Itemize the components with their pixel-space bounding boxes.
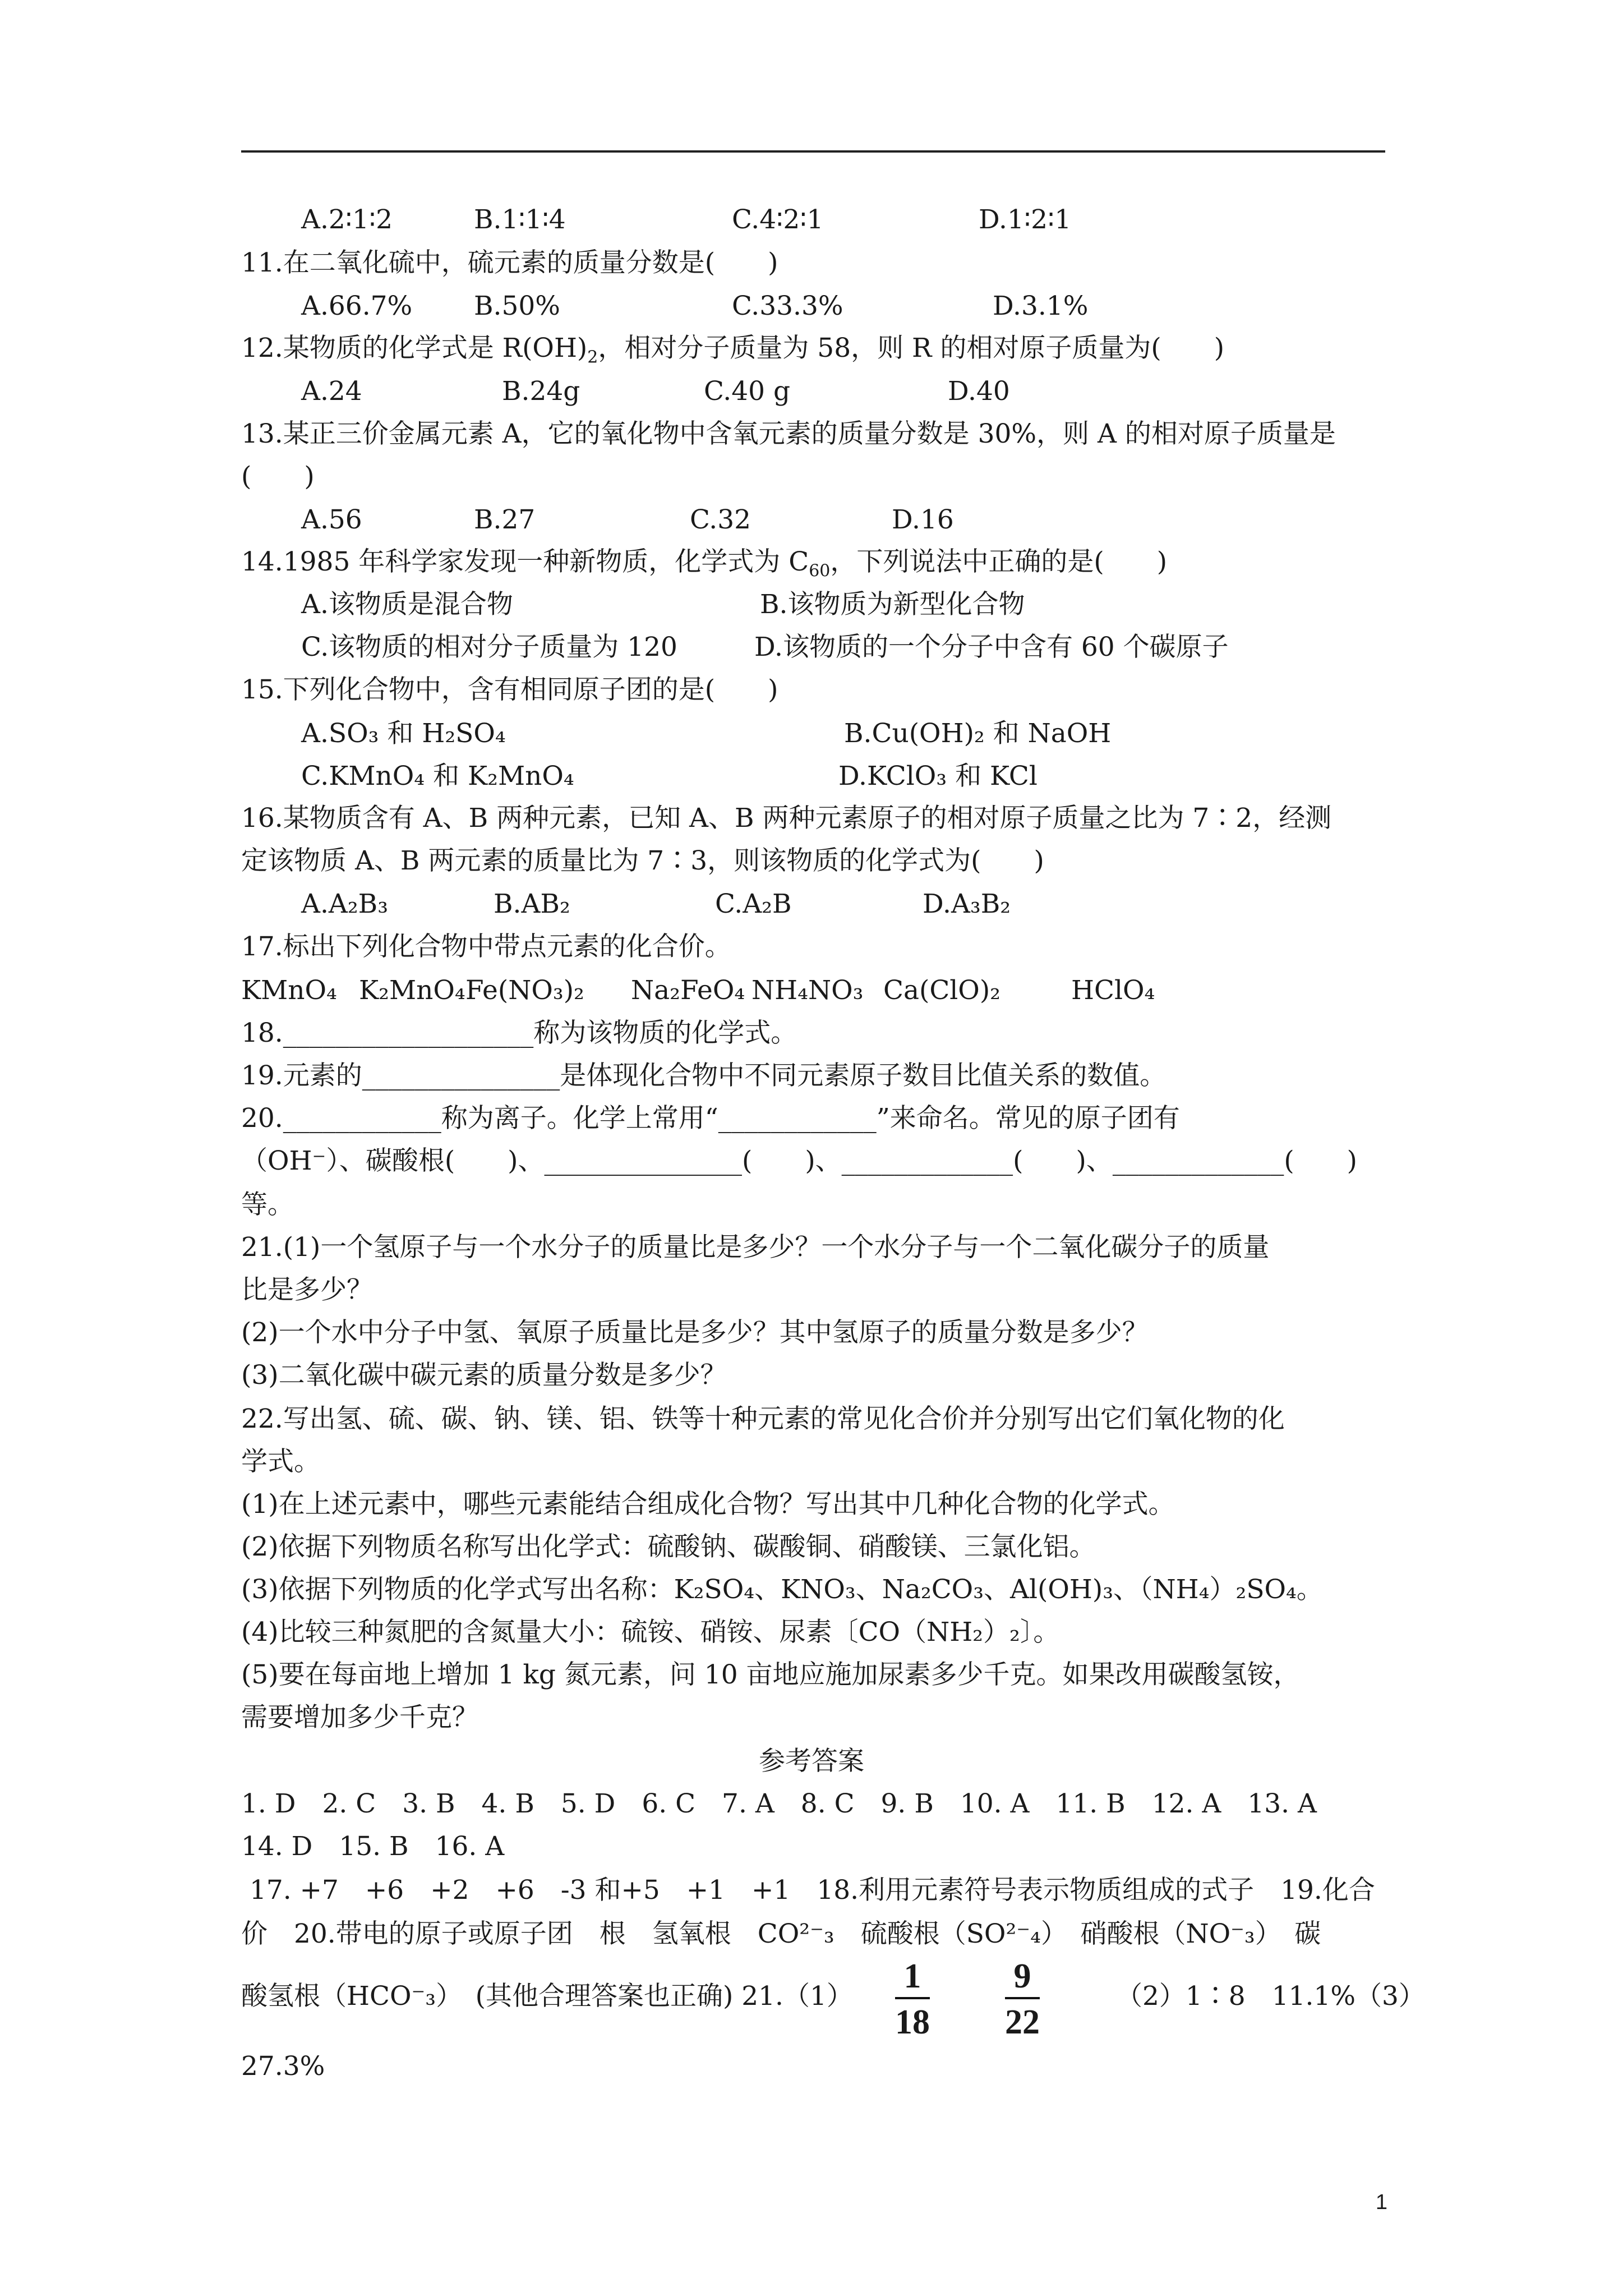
q11-option-b: B.50% bbox=[474, 291, 560, 321]
q15-option-b: B.Cu(OH)₂ 和 NaOH bbox=[844, 718, 1112, 749]
q22-line3: (1)在上述元素中，哪些元素能结合组成化合物？写出其中几种化合物的化学式。 bbox=[241, 1489, 1175, 1520]
q21-line1: 21.(1)一个氢原子与一个水分子的质量比是多少？一个水分子与一个二氧化碳分子的质量 bbox=[241, 1232, 1270, 1263]
fraction-numerator: 9 bbox=[1013, 1957, 1031, 1995]
fraction-bar bbox=[1005, 1997, 1040, 1999]
answers-line1: 1. D 2. C 3. B 4. B 5. D 6. C 7. A 8. C 9. B 10. A 11. B 12. A 13. A bbox=[241, 1788, 1317, 1819]
q22-line5: (3)依据下列物质的化学式写出名称：K₂SO₄、KNO₃、Na₂CO₃、Al(OH)₃、（NH₄）₂SO₄。 bbox=[241, 1574, 1323, 1605]
q20-line2: （OH⁻）、碳酸根( )、_______________( )、_____________( )、_____________( ) bbox=[241, 1145, 1358, 1176]
q17-compound: Fe(NO₃)₂ bbox=[465, 975, 584, 1006]
answers-line5a: 酸氢根（HCO⁻₃） (其他合理答案也正确) 21.（1） bbox=[241, 1981, 853, 2012]
q13-option-d: D.16 bbox=[892, 504, 954, 535]
q10-option-b: B.1∶1∶4 bbox=[474, 204, 566, 235]
q15-option-c: C.KMnO₄ 和 K₂MnO₄ bbox=[301, 761, 574, 792]
q22-line6: (4)比较三种氮肥的含氮量大小：硫铵、硝铵、尿素〔CO（NH₂）₂〕。 bbox=[241, 1617, 1060, 1648]
answers-title: 参考答案 bbox=[759, 1746, 864, 1777]
q21-line3: (2)一个水中分子中氢、氧原子质量比是多少？其中氢原子的质量分数是多少？ bbox=[241, 1317, 1149, 1348]
q17-compound: KMnO₄ bbox=[241, 975, 337, 1006]
q15-option-d: D.KClO₃ 和 KCl bbox=[838, 761, 1038, 792]
fraction-numerator: 1 bbox=[903, 1957, 921, 1995]
q15-option-a: A.SO₃ 和 H₂SO₄ bbox=[301, 718, 506, 749]
answers-line6: 27.3% bbox=[241, 2051, 325, 2082]
q21-line4: (3)二氧化碳中碳元素的质量分数是多少？ bbox=[241, 1360, 727, 1391]
q16-stem: 16.某物质含有 A、B 两种元素，已知 A、B 两种元素原子的相对原子质量之比为 7∶2，经测 bbox=[241, 803, 1332, 834]
fraction-9-22 bbox=[1005, 1959, 1040, 2040]
q17-compound: NH₄NO₃ bbox=[751, 975, 864, 1006]
header-rule bbox=[241, 150, 1385, 153]
q13-option-b: B.27 bbox=[474, 504, 536, 535]
q12-option-a: A.24 bbox=[301, 376, 362, 407]
q16-option-a: A.A₂B₃ bbox=[301, 889, 389, 919]
q11-stem: 11.在二氧化硫中，硫元素的质量分数是( ) bbox=[241, 247, 778, 278]
q19: 19.元素的_______________是体现化合物中不同元素原子数目比值关系的数值。 bbox=[241, 1060, 1166, 1091]
answers-line4: 价 20.带电的原子或原子团 根 氢氧根 CO²⁻₃ 硫酸根（SO²⁻₄） 硝酸根（NO⁻₃） 碳 bbox=[241, 1918, 1321, 1949]
q22-line2: 学式。 bbox=[241, 1446, 320, 1477]
q14-option-a: A.该物质是混合物 bbox=[301, 589, 513, 620]
q16-option-b: B.AB₂ bbox=[494, 889, 570, 919]
q14-option-d: D.该物质的一个分子中含有 60 个碳原子 bbox=[754, 632, 1229, 662]
fraction-bar bbox=[895, 1997, 930, 1999]
q17-compound: Ca(ClO)₂ bbox=[883, 975, 1001, 1006]
page-number: 1 bbox=[1375, 2191, 1387, 2214]
q15-stem: 15.下列化合物中，含有相同原子团的是( ) bbox=[241, 674, 778, 705]
q21-line2: 比是多少？ bbox=[241, 1274, 373, 1305]
answers-line3: 17. +7 +6 +2 +6 -3 和+5 +1 +1 18.利用元素符号表示物质组成的式子 19.化合 bbox=[241, 1875, 1375, 1906]
q17-stem: 17.标出下列化合物中带点元素的化合价。 bbox=[241, 931, 731, 962]
q17-compound: HClO₄ bbox=[1071, 975, 1155, 1006]
q11-option-c: C.33.3% bbox=[732, 291, 843, 321]
q12-stem: 12.某物质的化学式是 $R(OH)_2$，相对分子质量为 58，则 R 的相对原子质量为( ) bbox=[241, 333, 1225, 367]
q14-option-c: C.该物质的相对分子质量为 120 bbox=[301, 632, 677, 662]
q22-line7: (5)要在每亩地上增加 1 kg 氮元素，问 10 亩地应施加尿素多少千克。如果改用碳酸氢铵， bbox=[241, 1659, 1300, 1690]
q20-line1: 20.____________称为离子。化学上常用“____________”来命名。常见的原子团有 bbox=[241, 1103, 1180, 1134]
q14-stem: 14.1985 年科学家发现一种新物质，化学式为 $C_{60}$，下列说法中正确的是( ) bbox=[241, 546, 1168, 581]
q13-option-a: A.56 bbox=[301, 504, 362, 535]
q17-compound: K₂MnO₄ bbox=[359, 975, 465, 1006]
q16-option-d: D.A₃B₂ bbox=[923, 889, 1011, 919]
q16-option-c: C.A₂B bbox=[715, 889, 792, 919]
q11-option-d: D.3.1% bbox=[993, 291, 1089, 321]
q10-option-a: A.2∶1∶2 bbox=[301, 204, 393, 235]
q22-line4: (2)依据下列物质名称写出化学式：硫酸钠、碳酸铜、硝酸镁、三氯化铝。 bbox=[241, 1531, 1096, 1562]
q11-option-a: A.66.7% bbox=[301, 291, 413, 321]
q17-compound: Na₂FeO₄ bbox=[631, 975, 745, 1006]
q13-stem-cont: ( ) bbox=[241, 461, 315, 492]
fraction-denominator: 22 bbox=[1005, 2003, 1040, 2041]
q22-line1: 22.写出氢、硫、碳、钠、镁、铝、铁等十种元素的常见化合价并分别写出它们氧化物的化 bbox=[241, 1404, 1285, 1434]
fraction-denominator: 18 bbox=[895, 2003, 930, 2041]
q10-option-c: C.4∶2∶1 bbox=[732, 204, 824, 235]
q14-option-b: B.该物质为新型化合物 bbox=[760, 589, 1025, 620]
fraction-1-18 bbox=[895, 1959, 930, 2040]
q18: 18.___________________称为该物质的化学式。 bbox=[241, 1018, 797, 1048]
answers-line2: 14. D 15. B 16. A bbox=[241, 1831, 505, 1862]
q13-stem: 13.某正三价金属元素 A，它的氧化物中含氧元素的质量分数是 30%，则 A 的相对原子质量是 bbox=[241, 418, 1336, 449]
q13-option-c: C.32 bbox=[690, 504, 751, 535]
q10-option-d: D.1∶2∶1 bbox=[979, 204, 1072, 235]
q16-stem-cont: 定该物质 A、B 两元素的质量比为 7∶3，则该物质的化学式为( ) bbox=[241, 845, 1044, 876]
q20-line3: 等。 bbox=[241, 1189, 294, 1220]
q12-option-c: C.40 g bbox=[704, 376, 791, 407]
q12-option-d: D.40 bbox=[948, 376, 1010, 407]
q12-option-b: B.24g bbox=[502, 376, 580, 407]
answers-line5b: （2）1∶8 11.1%（3） bbox=[1116, 1981, 1425, 2012]
q22-line8: 需要增加多少千克？ bbox=[241, 1702, 478, 1733]
